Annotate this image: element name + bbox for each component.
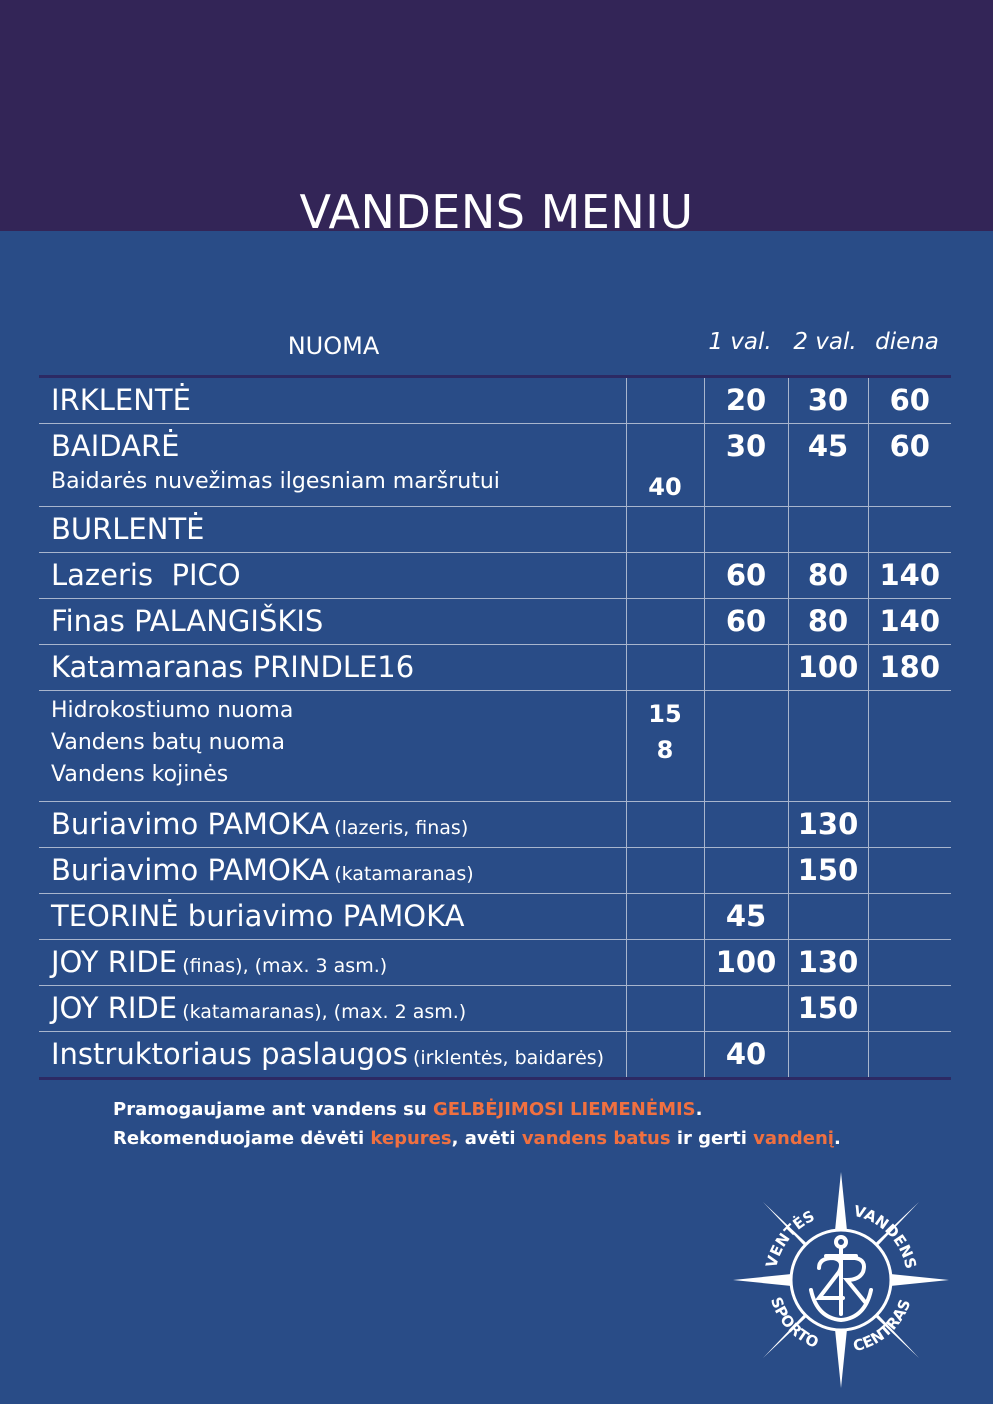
- equipment-price: 15: [648, 700, 682, 728]
- table-row: [39, 553, 951, 599]
- table-row: [39, 986, 951, 1032]
- item-name: JOY RIDE: [51, 991, 178, 1025]
- header-1-val: 1 val.: [708, 329, 772, 355]
- header-nuoma: NUOMA: [287, 332, 380, 360]
- header-2-val: 2 val.: [793, 329, 857, 355]
- logo-text-sporto: SPORTO: [766, 1294, 822, 1352]
- table-row: [39, 599, 951, 645]
- table-row: [39, 645, 951, 691]
- equipment-item: Vandens batų nuoma: [51, 730, 285, 755]
- item-name: Buriavimo PAMOKA: [51, 807, 330, 841]
- safety-note-line-1: Pramogaujame ant vandens su GELBĖJIMOSI LIEMENĖMIS.: [113, 1099, 703, 1120]
- equipment-item: Hidrokostiumo nuoma: [51, 698, 294, 723]
- price-1-val: 60: [725, 604, 767, 638]
- extra-price: 40: [648, 473, 682, 501]
- price-1-val: [705, 645, 788, 690]
- item-name: IRKLENTĖ: [51, 383, 191, 417]
- price-diena: 60: [889, 429, 930, 463]
- price-1-val: 20: [725, 383, 767, 417]
- item-note: (katamaranas): [334, 863, 474, 885]
- price-1-val: 45: [725, 899, 767, 933]
- item-name: Lazeris PICO: [51, 558, 241, 592]
- item-name: Katamaranas PRINDLE16: [51, 650, 415, 684]
- table-row: [39, 424, 951, 507]
- price-1-val: 100: [715, 945, 777, 979]
- safety-note-line-2: Rekomenduojame dėvėti kepures, avėti vandens batus ir gerti vandenį.: [113, 1128, 841, 1149]
- price-1-val: [705, 802, 788, 847]
- item-note: (irklentės, baidarės): [412, 1047, 605, 1069]
- highlight-life-vests: GELBĖJIMOSI LIEMENĖMIS: [432, 1099, 696, 1120]
- header-diena: diena: [875, 329, 939, 355]
- price-2-val: 150: [797, 991, 859, 1025]
- table-row: [39, 848, 951, 894]
- table-bottom-rule: [39, 1077, 951, 1080]
- price-diena: [869, 894, 952, 939]
- table-row: [39, 802, 951, 848]
- price-2-val: [789, 894, 868, 939]
- price-2-val: 80: [807, 558, 849, 592]
- price-table-grid: [39, 378, 951, 1077]
- table-row-equipment: [39, 691, 951, 802]
- item-name: Instruktoriaus paslaugos: [51, 1037, 408, 1071]
- logo-text-vandens: VANDENS: [851, 1201, 920, 1271]
- price-1-val: 40: [725, 1037, 767, 1071]
- anchor-compass-icon: [733, 1172, 949, 1388]
- safety-note: [113, 1095, 841, 1153]
- price-diena: 140: [879, 558, 941, 592]
- price-diena: 180: [879, 650, 941, 684]
- page-title: VANDENS MENIU: [299, 185, 694, 239]
- item-name: JOY RIDE: [51, 945, 178, 979]
- item-note: (katamaranas), (max. 2 asm.): [182, 1001, 467, 1023]
- item-note: (finas), (max. 3 asm.): [182, 955, 388, 977]
- price-2-val: 30: [807, 383, 849, 417]
- item-name: TEORINĖ buriavimo PAMOKA: [51, 899, 465, 933]
- price-2-val: 150: [797, 853, 859, 887]
- price-diena: [869, 848, 952, 893]
- item-name: Finas PALANGIŠKIS: [51, 604, 324, 638]
- price-2-val: 130: [797, 945, 859, 979]
- price-2-val: 100: [797, 650, 859, 684]
- table-row: [39, 378, 951, 424]
- logo-text-centras: CENTRAS: [851, 1296, 915, 1356]
- table-row: [39, 1032, 951, 1078]
- price-1-val: 60: [725, 558, 767, 592]
- logo-text-ventes: VENTĖS: [762, 1206, 818, 1270]
- equipment-price: 8: [656, 736, 674, 764]
- price-1-val: 30: [725, 429, 767, 463]
- price-diena: [869, 986, 952, 1031]
- price-2-val: 130: [797, 807, 859, 841]
- highlight-water-shoes: vandens batus: [521, 1128, 671, 1149]
- highlight-water: vandenį: [753, 1128, 834, 1149]
- price-1-val: [705, 986, 788, 1031]
- price-2-val: 45: [807, 429, 849, 463]
- price-1-val: [705, 848, 788, 893]
- price-diena: 140: [879, 604, 941, 638]
- table-header: [0, 322, 993, 362]
- table-row: [39, 940, 951, 986]
- price-diena: [869, 802, 952, 847]
- price-2-val: 80: [807, 604, 849, 638]
- table-row: [39, 507, 951, 553]
- item-name: Buriavimo PAMOKA: [51, 853, 330, 887]
- price-diena: [869, 1032, 952, 1077]
- table-row: [39, 894, 951, 940]
- price-diena: [869, 940, 952, 985]
- price-table: [39, 375, 951, 1080]
- price-diena: 60: [889, 383, 930, 417]
- item-name: BURLENTĖ: [51, 512, 205, 546]
- item-note: (lazeris, finas): [334, 817, 469, 839]
- item-name: BAIDARĖ: [51, 429, 180, 463]
- item-sub-name: Baidarės nuvežimas ilgesniam maršrutui: [51, 469, 500, 494]
- price-2-val: [789, 1032, 868, 1077]
- highlight-hats: kepures: [370, 1128, 452, 1149]
- equipment-item: Vandens kojinės: [51, 762, 229, 787]
